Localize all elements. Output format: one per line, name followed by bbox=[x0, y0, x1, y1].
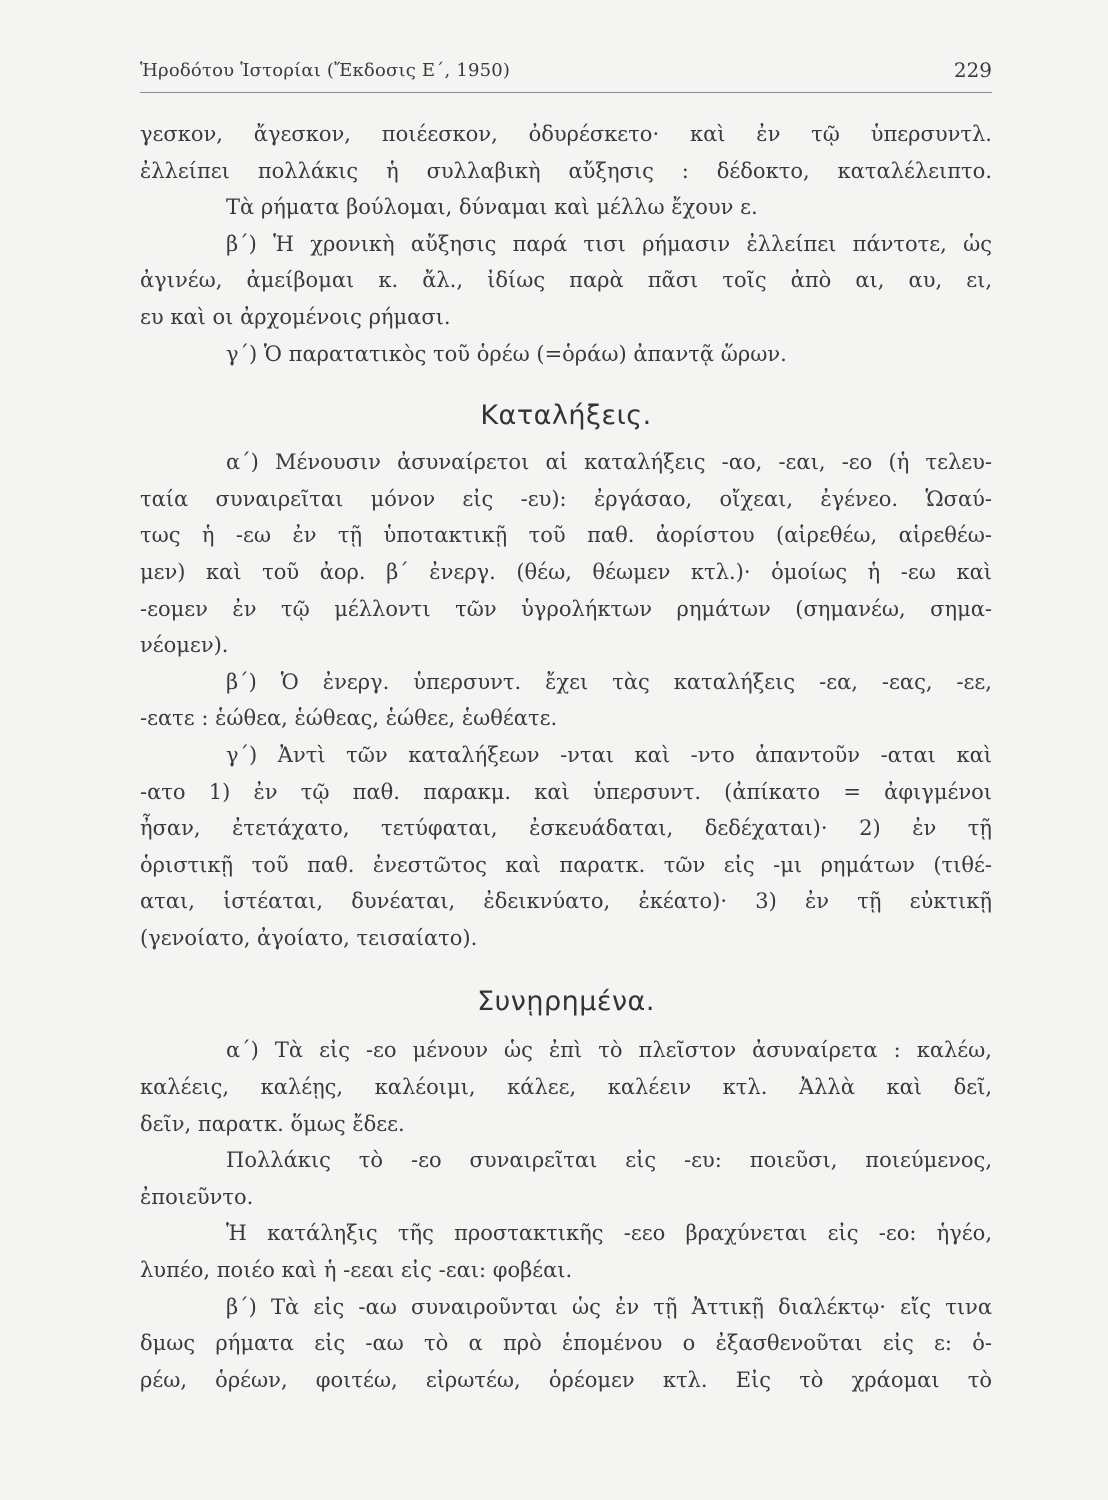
text-line: νέομεν). bbox=[140, 633, 229, 658]
text-line: γ΄) Ἀντὶ τῶν καταλήξεων -νται καὶ -ντο ἀπαντοῦν -αται καὶ bbox=[226, 742, 992, 767]
running-header bbox=[140, 60, 992, 93]
text-line: β΄) Τὰ εἰς -αω συναιροῦνται ὡς ἐν τῇ Ἀττικῇ διαλέκτῳ· εἴς τινα bbox=[226, 1294, 992, 1319]
text-line: -ατο 1) ἐν τῷ παθ. παρακμ. καὶ ὑπερσυντ. (ἀπίκατο = ἀφιγμένοι bbox=[140, 779, 992, 804]
text-line: λυπέο, ποιέο καὶ ἡ -εεαι εἰς -εαι: φοβέαι. bbox=[140, 1258, 573, 1283]
text-line: δμως ρήματα εἰς -αω τὸ α πρὸ ἑπομένου ο ἐξασθενοῦται εἰς ε: ὁ- bbox=[140, 1331, 992, 1356]
text-line: αται, ἱστέαται, δυνέαται, ἐδεικνύατο, ἐκέατο)· 3) ἐν τῇ εὐκτικῇ bbox=[140, 889, 992, 914]
section-heading-contracts: Συνῃρημένα. bbox=[477, 986, 655, 1018]
text-line: (γενοίατο, ἀγοίατο, τεισαίατο). bbox=[140, 925, 478, 950]
text-line: Πολλάκις τὸ -εο συναιρεῖται εἰς -ευ: ποιεῦσι, ποιεύμενος, bbox=[226, 1148, 992, 1173]
page-number: 229 bbox=[953, 58, 992, 82]
text-line: γεσκον, ἄγεσκον, ποιέεσκον, ὀδυρέσκετο· καὶ ἐν τῷ ὑπερσυντλ. bbox=[140, 122, 992, 146]
text-line: μεν) καὶ τοῦ ἀορ. β΄ ἐνεργ. (θέω, θέωμεν κτλ.)· ὁμοίως ἡ -εω καὶ bbox=[140, 559, 992, 584]
text-line: α΄) Τὰ εἰς -εο μένουν ὡς ἐπὶ τὸ πλεῖστον ἀσυναίρετα : καλέω, bbox=[226, 1038, 992, 1063]
text-line: -εατε : ἑώθεα, ἑώθεας, ἑώθεε, ἑωθέατε. bbox=[140, 706, 558, 731]
running-title: Ἡροδότου Ἱστορίαι (Ἔκδοσις Ε΄, 1950) bbox=[140, 60, 511, 81]
text-line: α΄) Μένουσιν ἀσυναίρετοι αἱ καταλήξεις -αο, -εαι, -εο (ἡ τελευ- bbox=[226, 450, 992, 475]
section-augment bbox=[140, 116, 992, 372]
text-line: δεῖν, παρατκ. ὅμως ἔδεε. bbox=[140, 1111, 405, 1136]
text-line: ὁριστικῇ τοῦ παθ. ἐνεστῶτος καὶ παρατκ. τῶν εἰς -μι ρημάτων (τιθέ- bbox=[140, 852, 992, 877]
text-line: καλέεις, καλέῃς, καλέοιμι, κάλεε, καλέειν κτλ. Ἀλλὰ καὶ δεῖ, bbox=[140, 1075, 992, 1100]
text-line: Ἡ κατάληξις τῆς προστακτικῆς -εεο βραχύνεται εἰς -εο: ἡγέο, bbox=[226, 1221, 992, 1246]
text-line: -εομεν ἐν τῷ μέλλοντι τῶν ὑγρολήκτων ρημάτων (σημανέω, σημα- bbox=[140, 596, 992, 621]
text-line: ευ καὶ οι ἀρχομένοις ρήμασι. bbox=[140, 304, 451, 329]
text-line: β΄) Ὁ ἐνεργ. ὑπερσυντ. ἔχει τὰς καταλήξεις -εα, -εας, -εε, bbox=[226, 669, 992, 694]
text-line: γ΄) Ὁ παρατατικὸς τοῦ ὁρέω (=ὁράω) ἀπαντᾷ ὥρων. bbox=[226, 341, 787, 366]
text-line: Τὰ ρήματα βούλομαι, δύναμαι καὶ μέλλω ἔχουν ε. bbox=[226, 195, 758, 220]
text-line: ταία συναιρεῖται μόνον εἰς -ευ): ἐργάσαο, οἴχεαι, ἐγένεο. Ὡσαύ- bbox=[140, 486, 992, 511]
text-line: ἀγινέω, ἀμείβομαι κ. ἄλ., ἰδίως παρὰ πᾶσι τοῖς ἀπὸ αι, αυ, ει, bbox=[140, 268, 992, 293]
text-line: ἐποιεῦντο. bbox=[140, 1184, 254, 1209]
section-contracts bbox=[140, 1032, 992, 1398]
section-endings bbox=[140, 444, 992, 956]
text-line: ἦσαν, ἐτετάχατο, τετύφαται, ἐσκευάδαται, δεδέχαται)· 2) ἐν τῇ bbox=[140, 816, 992, 841]
text-line: ἐλλείπει πολλάκις ἡ συλλαβικὴ αὔξησις : δέδοκτο, καταλέλειπτο. bbox=[140, 158, 992, 183]
text-line: τως ἡ -εω ἐν τῇ ὑποτακτικῇ τοῦ παθ. ἀορίστου (αἱρεθέω, αἱρεθέω- bbox=[140, 523, 992, 548]
text-line: ρέω, ὁρέων, φοιτέω, εἰρωτέω, ὁρέομεν κτλ. Εἰς τὸ χράομαι τὸ bbox=[140, 1367, 992, 1392]
text-line: β΄) Ἡ χρονικὴ αὔξησις παρά τισι ρήμασιν ἐλλείπει πάντοτε, ὡς bbox=[226, 231, 992, 256]
body-text bbox=[140, 116, 992, 1398]
section-heading-endings: Καταλήξεις. bbox=[480, 400, 652, 432]
